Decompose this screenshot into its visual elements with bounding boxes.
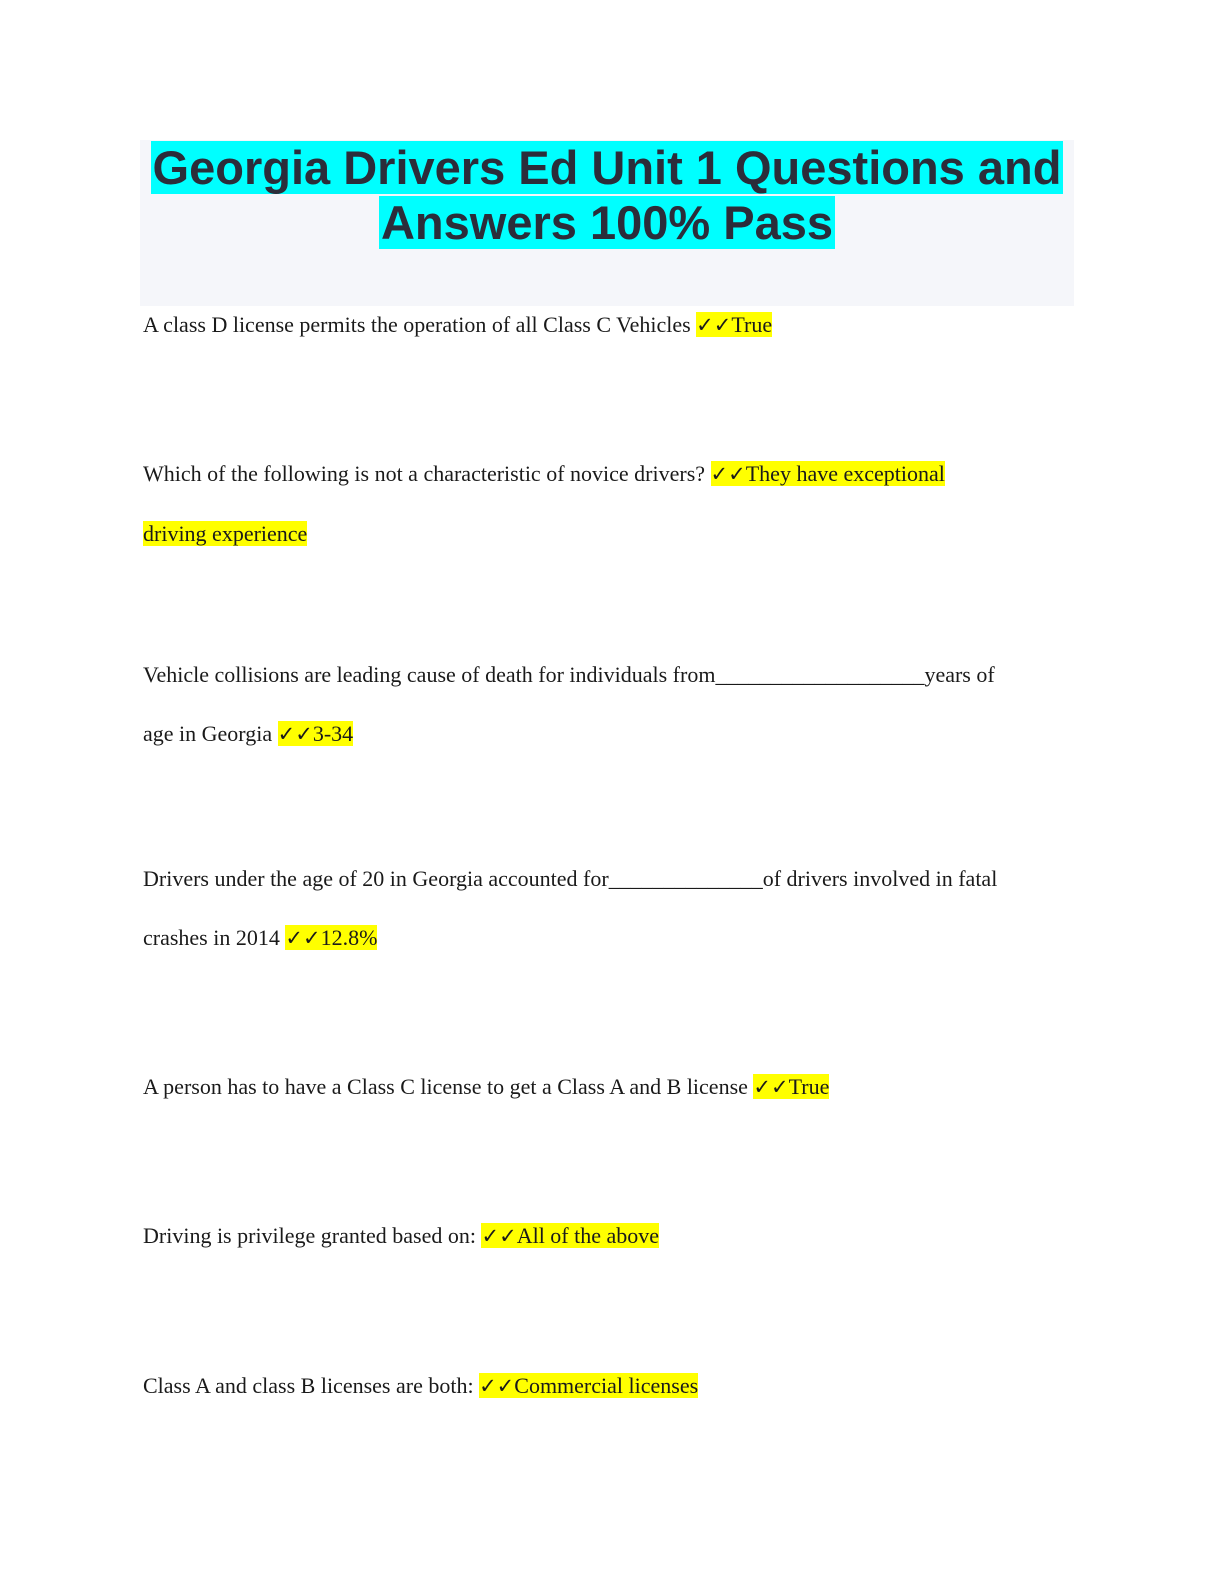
question-3 [143,645,1073,764]
question-5 [143,1057,1073,1117]
double-check-icon: ✓✓ [479,1374,515,1398]
double-check-icon: ✓✓ [710,462,746,486]
answer-text: Commercial licenses [514,1373,699,1398]
question-6 [143,1206,1073,1266]
question-text: A class D license permits the operation of all Class C Vehicles [143,312,697,337]
question-text-continued: years of [924,662,995,687]
question-text: Vehicle collisions are leading cause of death for individuals from [143,662,716,687]
fill-in-blank: ______________ [608,866,763,891]
question-1 [143,295,1073,355]
question-text: Driving is privilege granted based on: [143,1223,482,1248]
question-text: Which of the following is not a characteristic of novice drivers? [143,461,711,486]
double-check-icon: ✓✓ [696,313,732,337]
question-text-continued: of drivers involved in fatal [762,866,998,891]
answer-text: All of the above [516,1223,660,1248]
answer-text: 3-34 [312,721,354,746]
double-check-icon: ✓✓ [481,1224,517,1248]
answer-text: True [788,1074,830,1099]
fill-in-blank: ___________________ [715,662,925,687]
double-check-icon: ✓✓ [753,1075,789,1099]
answer-highlight [285,925,377,950]
answer-text: True [731,312,773,337]
answer-highlight [696,312,772,337]
document-title [140,140,1074,250]
question-7 [143,1356,1073,1416]
title-line-2: Answers 100% Pass [380,196,833,249]
answer-highlight-continued: driving experience [143,521,308,546]
answer-highlight [753,1074,829,1099]
answer-highlight [711,461,945,486]
question-text-end: crashes in 2014 [143,925,286,950]
answer-text: They have exceptional [745,461,945,486]
question-4 [143,849,1073,968]
answer-text: 12.8% [320,925,378,950]
answer-highlight [278,721,354,746]
title-line-1: Georgia Drivers Ed Unit 1 Questions and [152,141,1062,194]
double-check-icon: ✓✓ [277,722,313,746]
question-text: Drivers under the age of 20 in Georgia accounted for [143,866,609,891]
answer-highlight [481,1223,659,1248]
answer-highlight [479,1373,698,1398]
question-text: A person has to have a Class C license to get a Class A and B license [143,1074,754,1099]
double-check-icon: ✓✓ [285,926,321,950]
question-2 [143,444,1073,563]
question-text-end: age in Georgia [143,721,278,746]
question-text: Class A and class B licenses are both: [143,1373,480,1398]
